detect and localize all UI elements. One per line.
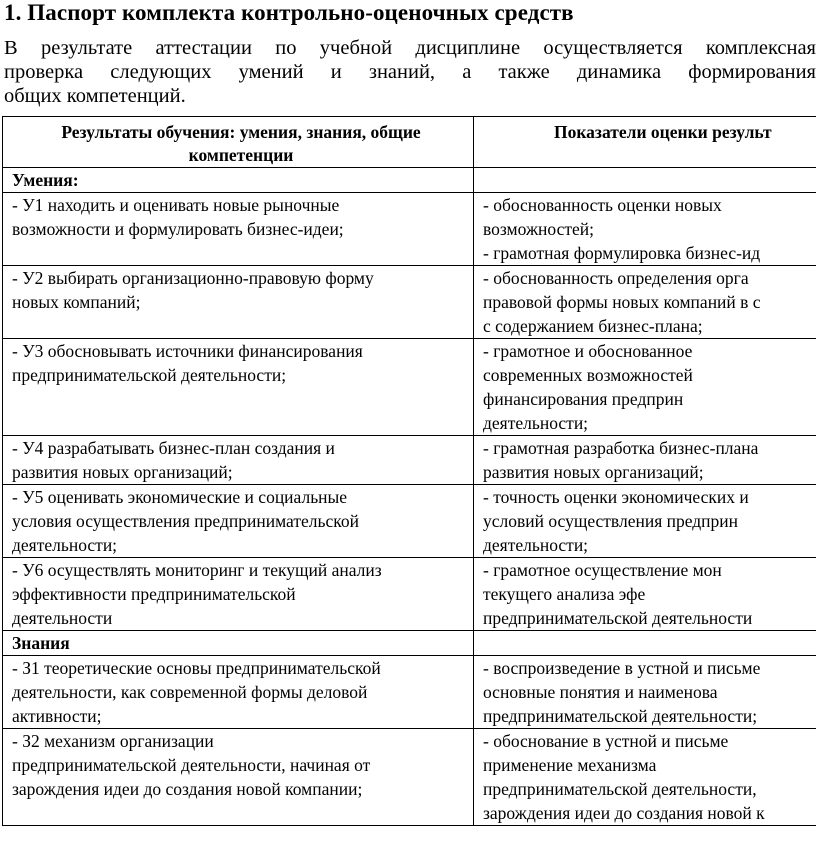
skill-line: предпринимательской деятельности; [12, 365, 287, 385]
page-heading: 1. Паспорт комплекта контрольно-оценочных средств [4, 0, 574, 25]
header-learning-results: Результаты обучения: умения, знания, общие компетенции [3, 117, 474, 168]
skill-cell [3, 485, 474, 558]
assessment-table [2, 116, 816, 826]
skill-line: эффективности предпринимательской [12, 584, 296, 604]
skill-line: - У6 осуществлять мониторинг и текущий анализ [12, 560, 382, 580]
section-title: Знания [3, 631, 474, 656]
section-empty-cell [474, 168, 816, 193]
skill-line: - У4 разрабатывать бизнес-план создания и [12, 438, 335, 458]
skill-line: деятельности, как современной формы деловой [12, 682, 368, 702]
indicator-cell [474, 558, 816, 631]
indicator-line: применение механизма [483, 755, 657, 775]
skill-line: деятельности [12, 608, 113, 628]
indicator-line: - обоснованность оценки новых [483, 195, 722, 215]
indicator-line: - обоснованность определения орга [483, 268, 749, 288]
indicator-line: - грамотное осуществление мон [483, 560, 722, 580]
indicator-line: - грамотная формулировка бизнес-ид [483, 243, 761, 263]
table-row [3, 656, 816, 729]
indicator-cell [474, 436, 816, 485]
indicator-cell [474, 729, 816, 826]
table-row [3, 485, 816, 558]
skill-cell [3, 339, 474, 436]
indicator-line: деятельности; [483, 535, 589, 555]
header-evaluation-indicators: Показатели оценки результ [474, 117, 816, 168]
section-row [3, 168, 816, 193]
intro-line: проверка следующих умений и знаний, а также динамика формирования [4, 61, 816, 83]
indicator-line: современных возможностей [483, 365, 693, 385]
indicator-cell [474, 656, 816, 729]
indicator-line: основные понятия и наименова [483, 682, 718, 702]
table-header-row [3, 117, 816, 168]
skill-cell [3, 558, 474, 631]
indicator-line: - грамотное и обоснованное [483, 341, 693, 361]
skill-cell [3, 436, 474, 485]
skill-line: - У1 находить и оценивать новые рыночные [12, 195, 340, 215]
skill-cell [3, 656, 474, 729]
indicator-line: предпринимательской деятельности; [483, 706, 758, 726]
section-empty-cell [474, 631, 816, 656]
skill-line: новых компаний; [12, 292, 141, 312]
table-row [3, 266, 816, 339]
indicator-line: - точность оценки экономических и [483, 487, 749, 507]
indicator-cell [474, 485, 816, 558]
skill-line: - У3 обосновывать источники финансирования [12, 341, 363, 361]
table-row [3, 729, 816, 826]
skill-line: возможности и формулировать бизнес-идеи; [12, 219, 344, 239]
indicator-line: - грамотная разработка бизнес-плана [483, 438, 759, 458]
skill-line: активности; [12, 706, 102, 726]
skill-line: зарождения идеи до создания новой компании; [12, 779, 363, 799]
skill-line: - З2 механизм организации [12, 731, 214, 751]
intro-line: В результате аттестации по учебной дисциплине осуществляется комплексная [4, 37, 816, 59]
intro-line: общих компетенций. [4, 85, 186, 107]
skill-line: - У5 оценивать экономические и социальные [12, 487, 348, 507]
skill-line: условия осуществления предпринимательской [12, 511, 359, 531]
indicator-cell [474, 266, 816, 339]
indicator-line: с содержанием бизнес-плана; [483, 316, 703, 336]
indicator-line: - обоснование в устной и письме [483, 731, 729, 751]
indicator-line: предпринимательской деятельности [483, 608, 753, 628]
intro-paragraph [4, 36, 816, 108]
indicator-cell [474, 339, 816, 436]
skill-line: деятельности; [12, 535, 118, 555]
indicator-line: возможностей; [483, 219, 594, 239]
skill-line: развития новых организаций; [12, 462, 233, 482]
indicator-line: условий осуществления предприн [483, 511, 739, 531]
indicator-cell [474, 193, 816, 266]
skill-line: - З1 теоретические основы предпринимательской [12, 658, 381, 678]
skill-cell [3, 729, 474, 826]
table-row [3, 436, 816, 485]
skill-line: - У2 выбирать организационно-правовую форму [12, 268, 374, 288]
indicator-line: развития новых организаций; [483, 462, 704, 482]
section-title: Умения: [3, 168, 474, 193]
indicator-line: текущего анализа эфе [483, 584, 646, 604]
indicator-line: предпринимательской деятельности, [483, 779, 757, 799]
indicator-line: правовой формы новых компаний в с [483, 292, 761, 312]
skill-line: предпринимательской деятельности, начиная от [12, 755, 371, 775]
indicator-line: финансирования предприн [483, 389, 684, 409]
skill-cell [3, 193, 474, 266]
table-row [3, 193, 816, 266]
skill-cell [3, 266, 474, 339]
indicator-line: зарождения идеи до создания новой к [483, 803, 765, 823]
indicator-line: - воспроизведение в устной и письме [483, 658, 761, 678]
section-row [3, 631, 816, 656]
indicator-line: деятельности; [483, 413, 589, 433]
table-row [3, 339, 816, 436]
table-row [3, 558, 816, 631]
